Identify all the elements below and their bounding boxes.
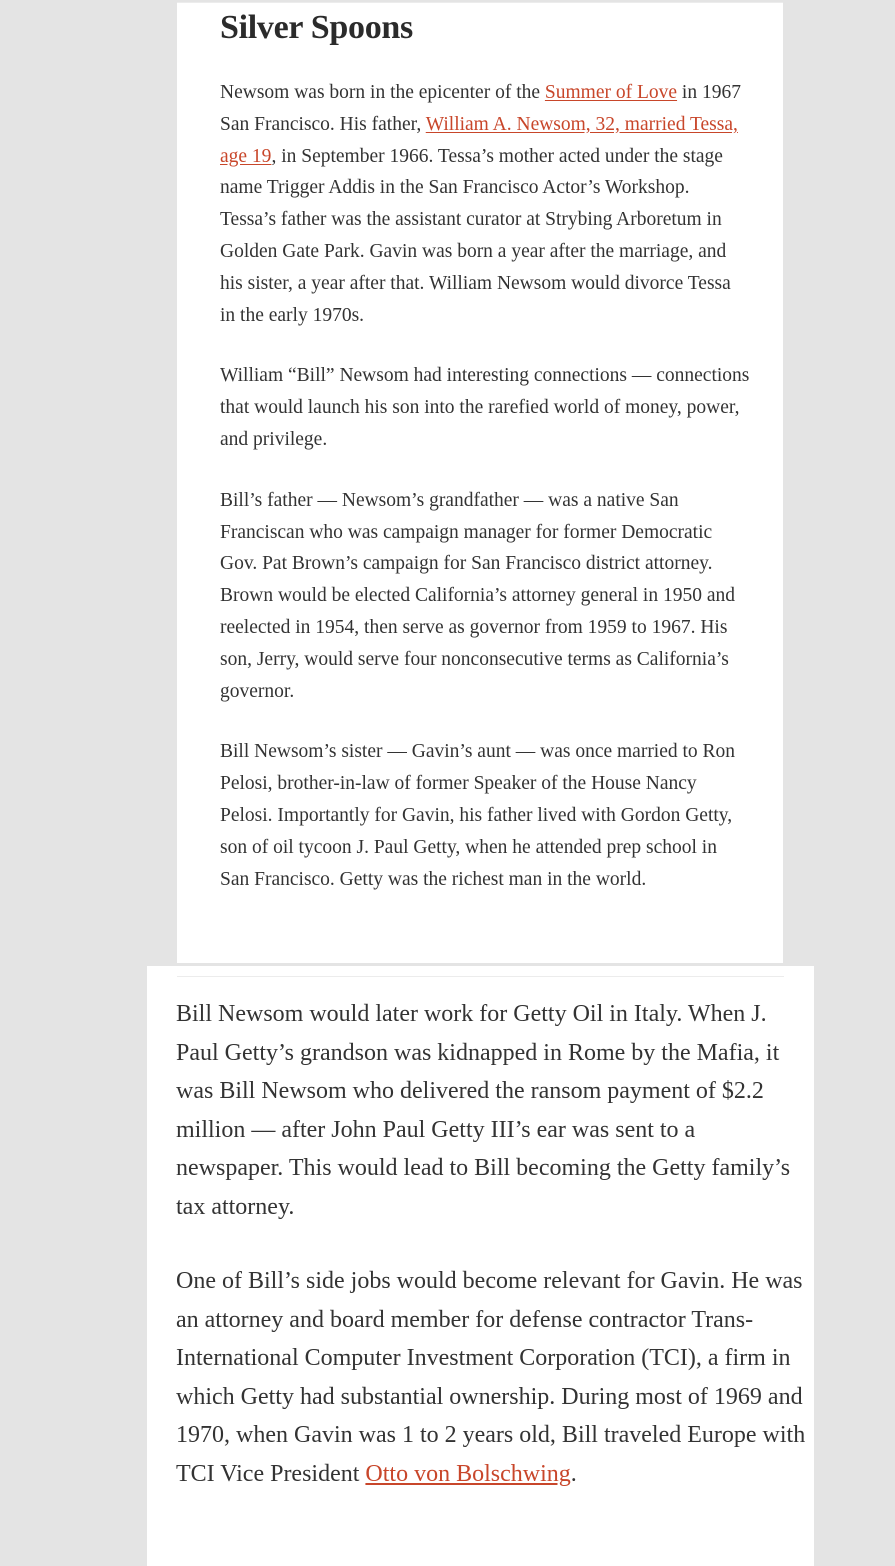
paragraph: Bill Newsom would later work for Getty Oil in Italy. When J. Paul Getty’s grandson was kidnapped in Rome by the Mafia, it was Bill Newsom who delivered the ransom payment of $2.2 million — after John Paul Getty III’s ear was sent to a newspaper. This would lead to Bill becoming the Getty family’s tax attorney. xyxy=(176,1001,791,1220)
text: One of Bill’s side jobs would become relevant for Gavin. He was an attorney and board member for defense contractor Trans-International Computer Investment Corporation (TCI), a firm in which Getty had substantial ownership. During most of 1969 and 1970, when Gavin was 1 to 2 years old, Bill traveled Europe with TCI Vice President xyxy=(176,1268,806,1487)
summer-of-love-link[interactable]: Summer of Love xyxy=(544,82,678,103)
article-body-top xyxy=(220,77,750,924)
article-card-bottom xyxy=(147,966,814,1566)
paragraph: Bill’s father — Newsom’s grandfather — was a native San Franciscan who was campaign manager for former Democratic Gov. Pat Brown’s campaign for San Francisco district attorney. Brown would be elected California’s attorney general in 1950 and reelected in 1954, then serve as governor from 1959 to 1967. His son, Jerry, would serve four nonconsecutive terms as California’s governor. xyxy=(220,489,735,702)
article-body-bottom xyxy=(176,995,806,1529)
text: , in September 1966. Tessa’s mother acted under the stage name Trigger Addis in the San Francisco Actor’s Workshop. Tessa’s father was the assistant curator at Strybing Arboretum in Golden Gate Park. Gavin was born a year after the marriage, and his sister, a year after that. William Newsom would divorce Tessa in the early 1970s. xyxy=(220,145,731,326)
divider xyxy=(177,976,784,977)
paragraph xyxy=(220,77,750,331)
article-card-top xyxy=(177,2,783,963)
otto-von-bolschwing-link[interactable]: Otto von Bolschwing xyxy=(365,1460,571,1487)
text: Newsom was born in the epicenter of the xyxy=(220,82,545,103)
marriage-link[interactable]: William A. Newsom, 32, married Tessa, age 19 xyxy=(220,113,738,167)
text: . xyxy=(570,1460,577,1487)
paragraph: Bill Newsom’s sister — Gavin’s aunt — was once married to Ron Pelosi, brother-in-law of former Speaker of the House Nancy Pelosi. Importantly for Gavin, his father lived with Gordon Getty, son of oil tycoon J. Paul Getty, when he attended prep school in San Francisco. Getty was the richest man in the world. xyxy=(220,741,736,890)
section-title: Silver Spoons xyxy=(220,9,413,46)
text: in 1967 San Francisco. His father, xyxy=(220,82,741,135)
paragraph xyxy=(176,1262,806,1493)
paragraph: William “Bill” Newsom had interesting connections — connections that would launch his son into the rarefied world of money, power, and privilege. xyxy=(220,365,750,450)
